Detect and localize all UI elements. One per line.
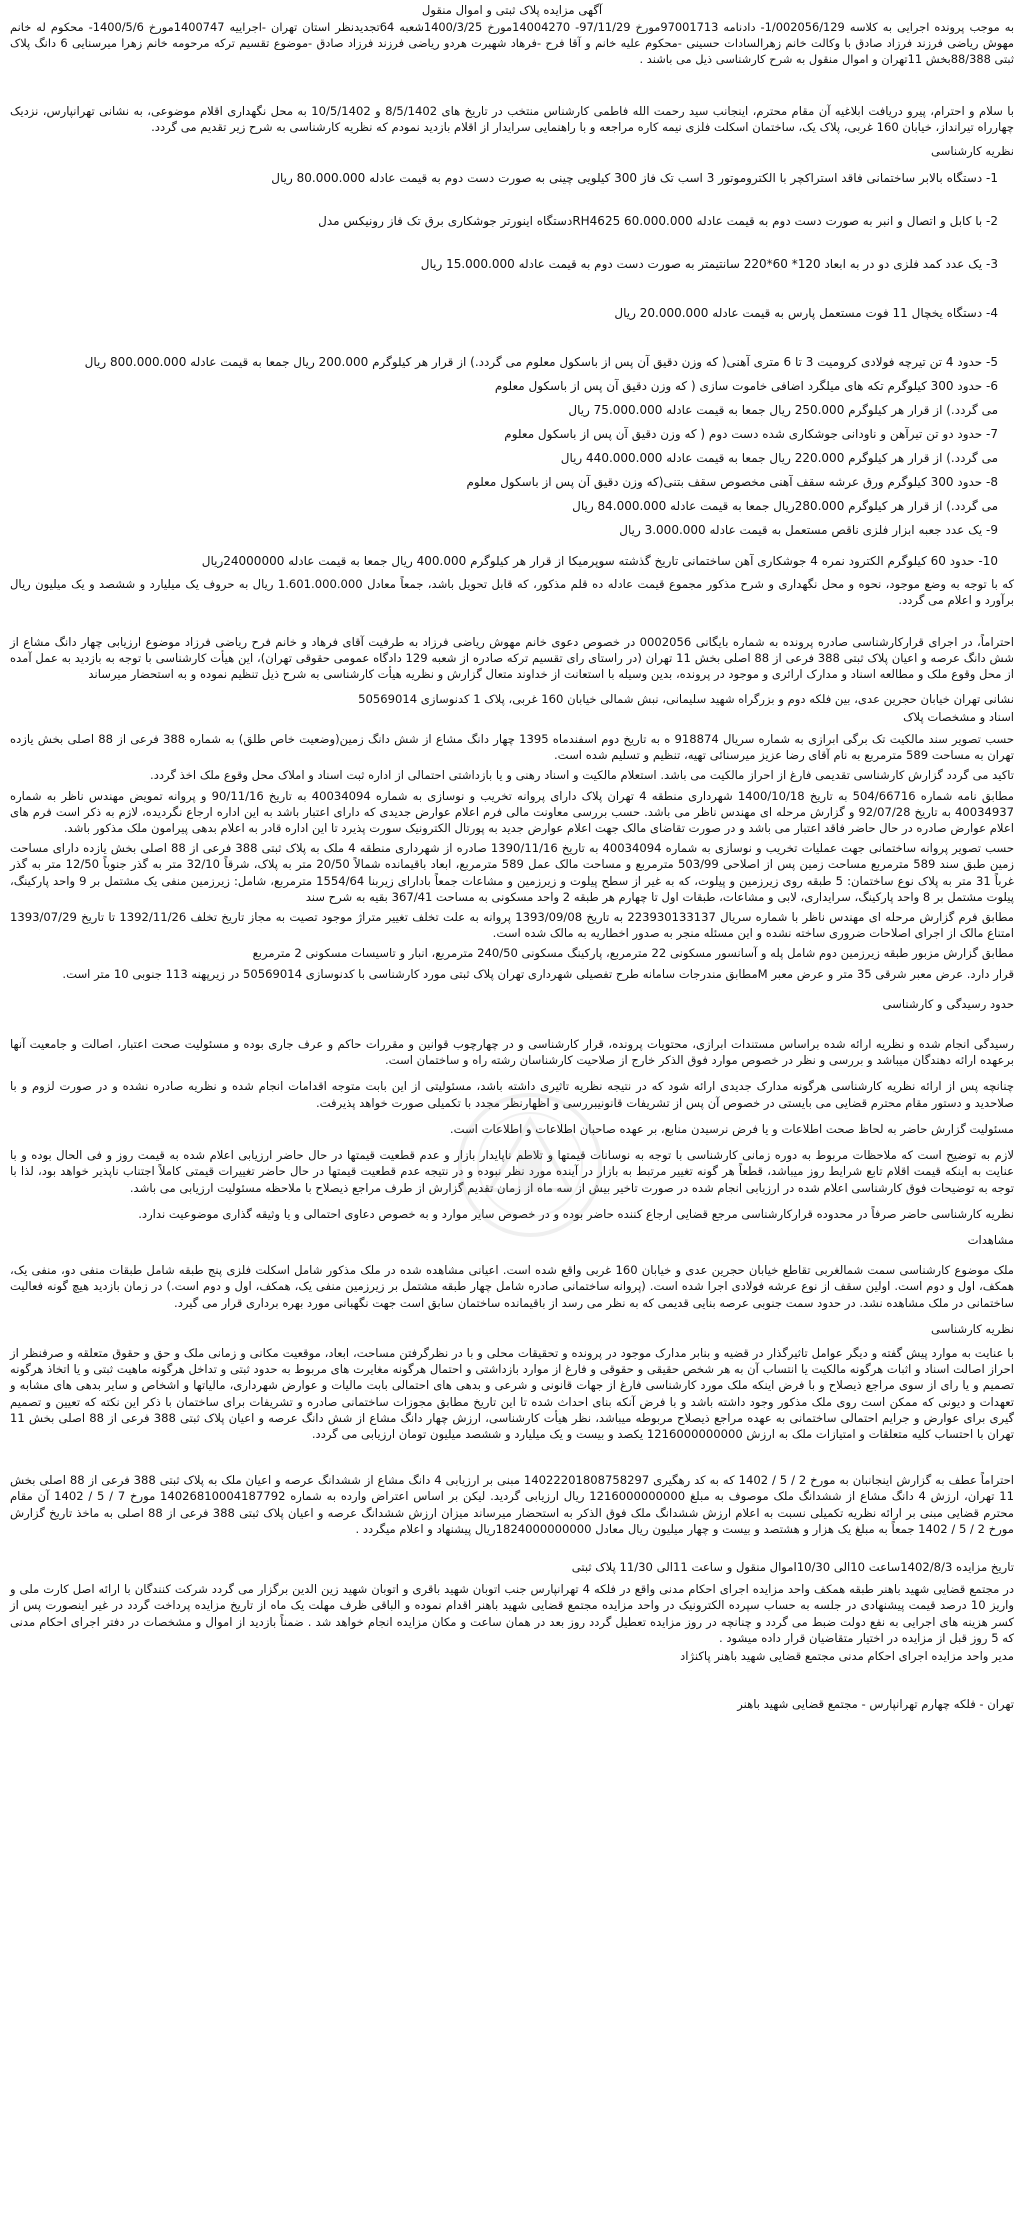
objection-paragraph: احتراماً عطف به گزارش اینجانبان به مورخ 2 / 5 / 1402 که به کد رهگیری 14022201808758297 مبنی بر ارزیابی 4 دانگ مشاع از ششدانگ عرصه و اعیان ملک به پلاک ثبتی 388 فرعی از 88 اصلی بخش 11 تهران، ارزش 4 دانگ مشاع از ششدانگ ملک موصوف به مبلغ 1216000000000 ریال ارزیابی گردید. لیکن بر اساس اعتراض وارده به شماره 14026810004187792 مورخ 7 / 5 / 1402 آن مقام محترم قضایی مبنی بر ارائه نظریه تکمیلی نسبت به اعلام ارزش ششدانگ ملک فوق الذکر به استحضار میرساند میزان ارزش ششدانگ عرصه و اعیان پلاک ثبتی 388 فرعی از 88 اصلی به ماخذ تاریخ گزارش مورخ 2 / 5 / 1402 جمعاً به مبلغ یک هزار و هشتصد و بیست و چهار میلیون ریال معادل 1824000000000ریال پیشنهاد و اعلام میگردد . bbox=[10, 1473, 1015, 1536]
list-item: 9- یک عدد جعبه ابزار فلزی ناقص مستعمل به قیمت عادله 3.000.000 ریال bbox=[619, 522, 998, 537]
list-item: می گردد.) از قرار هر کیلوگرم 280.000ریال جمعا به قیمت عادله 84.000.000 ریال bbox=[572, 498, 998, 513]
list-item: 10- حدود 60 کیلوگرم الکترود نمره 4 جوشکاری آهن ساختمانی تاریخ گذشته سوپرمیکا از قرار هر کیلوگرم 400.000 ریال جمعا به قیمت عادله 24000000ریال bbox=[201, 553, 998, 568]
auction-signature: مدیر واحد مزایده اجرای احکام مدنی مجتمع قضایی شهید باهنر پاکنژاد bbox=[680, 1648, 1014, 1663]
scope-section bbox=[10, 1036, 1014, 1222]
list-item: 1- دستگاه بالابر ساختمانی فاقد استراکچر با الکتروموتور 3 اسب تک فاز 300 کیلویی چینی به صورت دست دوم به قیمت عادله 80.000.000 ریال bbox=[271, 170, 998, 185]
items-list bbox=[10, 170, 1014, 570]
list-item: 6- حدود 300 کیلوگرم تکه های میلگرد اضافی خاموت سازی ( که وزن دقیق آن پس از باسکول معلوم bbox=[494, 378, 998, 393]
section-scope: حدود رسیدگی و کارشناسی bbox=[882, 996, 1014, 1011]
notice-intro: به موجب پرونده اجرایی به کلاسه 1/002056/129- دادنامه 97001713مورخ 97/11/29- 14004270مورخ 1400/3/25شعبه 64تجدیدنظر استان تهران -اجراییه 1400747مورخ 1400/5/6- محکوم له خانم مهوش ریاضی فرزند فرزاد صادق با وکالت خانم زهرالسادات حسینی -محکوم علیه خانم و آقا فرح -فرهاد شهیرت هردو ریاضی فرزند فرزاد صادق -موضوع تقسیم ترکه مرحومه خانم زهرا میرسنایی 6 دانگ پلاک ثبتی 88/388بخش 11تهران و اموال منقول به شرح کارشناسی ذیل می باشند . bbox=[10, 20, 1014, 66]
list-item: 3- یک عدد کمد فلزی دو در به ابعاد 120* 60*220 سانتیمتر به صورت دست دوم به قیمت عادله 15.000.000 ریال bbox=[420, 256, 998, 271]
scope-paragraph: رسیدگی انجام شده و نظریه ارائه شده براساس مستندات ابرازی، محتویات پرونده، قرار کارشناسی و در چهارچوب قوانین و مقررات حاکم و عرف جاری بوده و مسئولیت صحت اعتبار، اصالت و جامعیت آنها برعهده ارائه دهندگان میباشد و بررسی و نظر در خصوص موارد فوق الذکر خارج از صلاحیت کارشناسان رشته راه و ساختمان است. bbox=[10, 1037, 1014, 1068]
list-item: 8- حدود 300 کیلوگرم ورق عرشه سقف آهنی مخصوص سقف بتنی(که وزن دقیق آن پس از باسکول معلوم bbox=[466, 474, 998, 489]
scope-paragraph: نظریه کارشناسی حاضر صرفاً در محدوده قرارکارشناسی مرجع قضایی ارجاع کننده حاضر بوده و در خصوص سایر موارد و به خصوص دعاوی احتمالی و یا وثیقه گذاری موضوعیت ندارد. bbox=[138, 1206, 1014, 1221]
scope-paragraph: لازم به توضیح است که ملاحظات مربوط به دوره زمانی کارشناسی با توجه به نوسانات قیمتها و تلاطم ناپایدار بازار و عدم قطعیت قیمتها در حال حاضر ارزیابی اعلام شده به قیمت روز و فی الحال بوده و با عنایت به اینکه قیمت اقلام تابع شرایط روز میباشد، قطعاً هر گونه تغییر مرتبط به بازار در آینده مورد نظر نبوده و در نتیجه عدم قطعیت قیمتها در حال حاضر تغییرات قیمتی کاملاً اجتناب ناپذیر خواهد بود، لذا با توجه به توضیحات فوق کارشناسی اعلام شده در ارزیابی انجام شده در صورت تاخیر بیش از سه ماه از زمان تقدیم گزارش از طرف مراجع ذیصلاح با ملاحظه مسئولیت ارزیابی می باشد. bbox=[10, 1148, 1014, 1195]
auction-body: در مجتمع قضایی شهید باهنر طبقه همکف واحد مزایده اجرای احکام مدنی واقع در فلکه 4 تهرانپارس جنب اتوبان شهید باقری و اتوبان شهید زین الدین برگزار می گردد شرکت کنندگان با ارائه اصل کارت ملی و واریز 10 درصد قیمت پیشنهادی در جلسه به حساب سپرده الکترونیک در واحد مزایده مجتمع قضایی شهید باهنر اقدام نموده و الباقی ظرف مهلت یک ماه از تاریخ مزایده پرداخت گردد در غیر اینصورت پس از کسر هزینه های اجرایی به نفع دولت ضبط می گردد و چنانچه در روز مزایده تعطیل گردد روز بعد در همان ساعت و مکان مزایده انجام خواهد شد . ضمناً بازدید از اموال و مشخصات در دفتر اجرای احکام مدنی که 5 روز قبل از مزایده در اختیار متقاضیان قرار داده میشود . bbox=[10, 1582, 1014, 1645]
list-item: 2- با کابل و اتصال و انبر به صورت دست دوم به قیمت عادله 60.000.000 RH4625دستگاه اینورتر جوشکاری برق تک فاز رونیکس مدل bbox=[318, 213, 998, 228]
docs-paragraph: حسب تصویر پروانه ساختمانی جهت عملیات تخریب و نوسازی به شماره 40034094 به تاریخ 1390/11/16 صادره از شهرداری منطقه 4 ملک به پلاک ثبتی 388 فرعی از 88 اصلی بخش یازده دارای مساحت زمین طبق سند 589 مترمربع مساحت زمین پس از اصلاحی 503/99 مترمربع و مساحت مالک عمل 589 مترمربع، ابعاد باقیمانده شمالاً 20/50 متر به پلاک، شرقاً 32/10 متر به گذر جنوباً 12/50 متر به گذر غرباً 31 متر به پلاک نوع ساختمان: 5 طبقه روی زیرزمین و پیلوت، که به غیر از سطح پیلوت و زیرزمین و مشاعات جمعاً بادارای زیربنا 1554/64 مترمربع، شامل: زیرزمین منفی یک مشتمل بر 9 واحد پارکینگ، پیلوت مشتمل بر 8 واحد پارکینگ، سرایداری، لابی و مشاعات، طبقات اول تا چهارم هر طبقه 2 واحد مسکونی به مساحت 367/41 بقیه به شرح سند bbox=[10, 841, 1015, 904]
section-expert-opinion: نظریه کارشناسی bbox=[930, 144, 1014, 159]
scope-paragraph: مسئولیت گزارش حاضر به لحاظ صحت اطلاعات و یا فرض نرسیدن منابع، بر عهده صاحبان اطلاعات و اطلاعات است. bbox=[449, 1121, 1014, 1136]
section-observations: مشاهدات bbox=[967, 1232, 1014, 1247]
section-address-docs: اسناد و مشخصات پلاک bbox=[903, 709, 1014, 724]
docs-paragraph: حسب تصویر سند مالکیت تک برگی ابرازی به شماره سریال 918874 ه به تاریخ دوم اسفندماه 1395 چهار دانگ مشاع از شش دانگ زمین(وضعیت خاص طلق) به شماره 388 فرعی از 88 اصلی بخش یازده تهران به مساحت 589 مترمربع به نام آقای رضا عزیز میرسنائی تهیه، تنظیم و تسلیم شده است. bbox=[10, 732, 1014, 763]
docs-paragraph: مطابق فرم گزارش مرحله ای مهندس ناظر با شماره سریال 223930133137 به تاریخ 1393/09/08 پروانه به علت تخلف تغییر متراژ موجود تصیت به مجاز تاریخ تخلف 1392/11/26 تا تاریخ 1393/07/29 امتناع مالک از اجرای اصلاحات ضروری ساخته نشده و این مسئله منجر به صدور اخطاریه به مالک شده است. bbox=[10, 910, 1014, 941]
list-item: می گردد.) از قرار هر کیلوگرم 250.000 ریال جمعا به قیمت عادله 75.000.000 ریال bbox=[568, 402, 998, 417]
list-item: 4- دستگاه یخچال 11 فوت مستعمل پارس به قیمت عادله 20.000.000 ریال bbox=[614, 305, 998, 320]
valuation-paragraph: با عنایت به موارد پیش گفته و دیگر عوامل تاثیرگذار در قضیه و بنابر مدارک موجود در پرونده و تحقیقات محلی و با در نظرگرفتن مساحت، ابعاد، موقعیت مکانی و زمانی ملک و حق و حقوق متعلقه و صرفنظر از احراز اصالت اسناد و اثبات هرگونه مالکیت یا انتساب آن به هر شخص حقیقی و حقوقی و فارغ از موارد بازداشتی و احتمال هرگونه مغایرت های مربوط به حدود ثبتی و تداخل هرگونه ماهیت ثبتی و یا اتخاذ هرگونه تصمیم و یا رای از سوی مراجع ذیصلاح و با فرض اینکه ملک مورد کارشناسی فارغ از جهات قانونی و شرعی و بدهی های احتمالی بابت مالیات و عوارض شهرداری، مالیاتها و اشخاص و سایر بدهی های مشابه و تعهدات و دیونی که ممکن است روی ملک مذکور وجود داشته باشد و با فرض آنکه بنای احداث شده تا این تاریخ مطابق مجوزات ساختمانی صادره و تشریفات برای ساختمان با ذکر این نکته که تعیین و تصمیم گیری برای عوارض و جرایم احتمالی ساختمانی به عهده مراجع ذیصلاح مربوطه میباشد، نظر هیأت کارشناسی، ارزش چهار دانگ مشاع از شش دانگ عرصه و اعیان پلاک ثبتی 388 فرعی از 88 اصلی بخش 11 تهران با احتساب کلیه متعلقات و امتیازات ملک به ارزش 1216000000000 یکصد و بیست و یک میلیارد و ششصد میلیون تومان ارزیابی می گردد. bbox=[10, 1345, 1014, 1441]
section-expert-opinion-2: نظریه کارشناسی bbox=[930, 1321, 1014, 1336]
total-valuation: که با توجه به وضع موجود، نحوه و محل نگهداری و شرح مذکور مجموع قیمت عادله ده قلم مذکور، که قابل تحویل باشد، جمعاً معادل 1.601.000.000 ریال به حروف یک میلیارد و ششصد و یک میلیون ریال برآورد و اعلام می گردد. bbox=[10, 576, 1014, 607]
list-item: می گردد.) از قرار هر کیلوگرم 220.000 ریال جمعا به قیمت عادله 440.000.000 ریال bbox=[560, 450, 998, 465]
footer-address: تهران - فلکه چهارم تهرانپارس - مجتمع قضایی شهید باهنر bbox=[737, 1697, 1014, 1712]
docs-paragraph: تاکید می گردد گزارش کارشناسی تقدیمی فارغ از احراز مالکیت می باشد. استعلام مالکیت و اسناد رهنی و یا بازداشتی احتمالی از اداره ثبت اسناد و املاک محل وقوع ملک اخذ گردد. bbox=[150, 768, 1014, 783]
list-item: 7- حدود دو تن تیرآهن و ناودانی جوشکاری شده دست دوم ( که وزن دقیق آن پس از باسکول معلوم bbox=[504, 426, 998, 441]
docs-paragraph: مطابق گزارش مزبور طبقه زیرزمین دوم شامل پله و آسانسور مسکونی 22 مترمربع، پارکینگ مسکونی 240/50 مترمربع، انبار و تاسیسات مسکونی 2 مترمربع bbox=[252, 946, 1014, 961]
docs-section bbox=[10, 731, 1014, 982]
list-item: 5- حدود 4 تن تیرچه فولادی کرومیت 3 تا 6 متری آهنی( که وزن دقیق آن پس از باسکول معلوم می گردد.) از قرار هر کیلوگرم 200.000 ریال جمعا به قیمت عادله 800.000.000 ریال bbox=[84, 354, 998, 369]
respect-paragraph: احتراماً، در اجرای قرارکارشناسی صادره پرونده به شماره بایگانی 0002056 در خصوص دعوی خانم مهوش ریاضی فرزاد به طرفیت آقای فرهاد و خانم فرح ریاضی فرزاد موضوع ارزیابی چهار دانگ مشاع از شش دانگ عرصه و اعیان پلاک ثبتی 388 فرعی از 88 اصلی بخش 11 تهران (در راستای رای تقسیم ترکه صادره از شعبه 129 دادگاه عمومی حقوقی تهران)، این هیأت کارشناسی با توجه به بازدید به عمل آمده از محل وقوع ملک و مطالعه اسناد و مدارک ارائری و موجود در پرونده، بدین وسیله با استعانت از خداوند متعال گزارش و نظریه هیأت کارشناسی به شرح ذیل تنظیم نموده و به استحضار میرساند bbox=[10, 635, 1015, 682]
property-address: نشانی تهران خیابان حجرین عدی، بین فلکه دوم و بزرگراه شهید سلیمانی، نبش شمالی خیابان 160 غربی، پلاک 1 کدنوسازی 50569014 bbox=[358, 691, 1014, 706]
docs-paragraph: قرار دارد. عرض معبر شرقی 35 متر و عرض معبر Mمطابق مندرجات سامانه طرح تفصیلی شهرداری تهران پلاک ثبتی مورد کارشناسی با کدنوسازی 50569014 در زیرپهنه 113 جنوبی 10 متر است. bbox=[62, 966, 1014, 981]
scope-paragraph: چنانچه پس از ارائه نظریه کارشناسی هرگونه مدارک جدیدی ارائه شود که در نتیجه نظریه تاثیری داشته باشد، مسئولیتی از این بابت متوجه اقدامات انجام شده و نظریه صادره نشده و در صورت لزوم و با صلاحدید و دستور مقام محترم قضایی می بایستی در خصوص آن پس از تشریفات قانونیبررسی و اظهارنظر مجدد با تکمیلی صورت خواهد پذیرفت. bbox=[10, 1079, 1014, 1110]
docs-paragraph: مطابق نامه شماره 504/66716 به تاریخ 1400/10/18 شهرداری منطقه 4 تهران پلاک دارای پروانه تخریب و نوسازی به شماره 40034094 به تاریخ 90/11/16 و پروانه تمویض مهندس ناظر به شماره 40034937 به تاریخ 92/07/28 و گزارش مرحله ای مهندس ناظر می باشد. حسب بررسی معاونت مالی فرم اعلام عوارض جدیدی که دارای اعتبار باشد به این اداره ارجاع نگردیده، لازم به ذکر است فرم های اعلام عوارض صادره در حال حاضر فاقد اعتبار می باشد و در صورت تقاضای مالک جهت اعلام عوارض جدید به پورتال الکترونیک سورت پذیرد تا این اداره قادر به اعلام بدهی پیرامون ملک مذکور باشد. bbox=[10, 788, 1015, 836]
report-intro: با سلام و احترام، پیرو دریافت ابلاغیه آن مقام محترم، اینجانب سید رحمت الله فاطمی کارشناس منتخب در تاریخ های 8/5/1402 و 10/5/1402 به محل نگهداری اقلام موضوعی، به نشانی تهرانپارس، نزدیک چهارراه تیرانداز، خیابان 160 غربی، پلاک یک، ساختمان اسکلت فلزی نیمه کاره مراجعه و با راهنمایی سرایدار از اقلام بازدید نمودم که نظریه کارشناسی به شرح زیر تقدیم می گردد. bbox=[10, 104, 1014, 135]
notice-title: آگهی مزایده پلاک ثبتی و اموال منقول bbox=[421, 3, 603, 17]
observations-paragraph: ملک موضوع کارشناسی سمت شمالغربی تقاطع خیابان حجرین عدی و خیابان 160 غربی واقع شده است. اعیانی مشاهده شده در ملک مذکور شامل اسکلت فلزی پنج طبقه شامل طبقات منفی دو، منفی یک، همکف، اول و دوم است. اولین سقف از نوع عرشه فولادی اجرا شده است. (پروانه ساختمانی صادره شامل چهار طبقه مشتمل بر زیرزمین منفی یک، همکف، اول و دوم است.) در زمان بازدید هیچ گونه فعالیت ساختمانی در ملک مشاهده نشد. در حدود سمت جنوبی عرصه بنایی قدیمی که به نظر می رسد از باقیمانده ساختمان سابق است جهت نگهبانی مورد بهره برداری قرار می گیرد. bbox=[10, 1263, 1014, 1310]
auction-date-line: تاریخ مزایده 1402/8/3ساعت 10الی 10/30اموال منقول و ساعت 11الی 11/30 پلاک ثبتی bbox=[571, 1559, 1014, 1574]
